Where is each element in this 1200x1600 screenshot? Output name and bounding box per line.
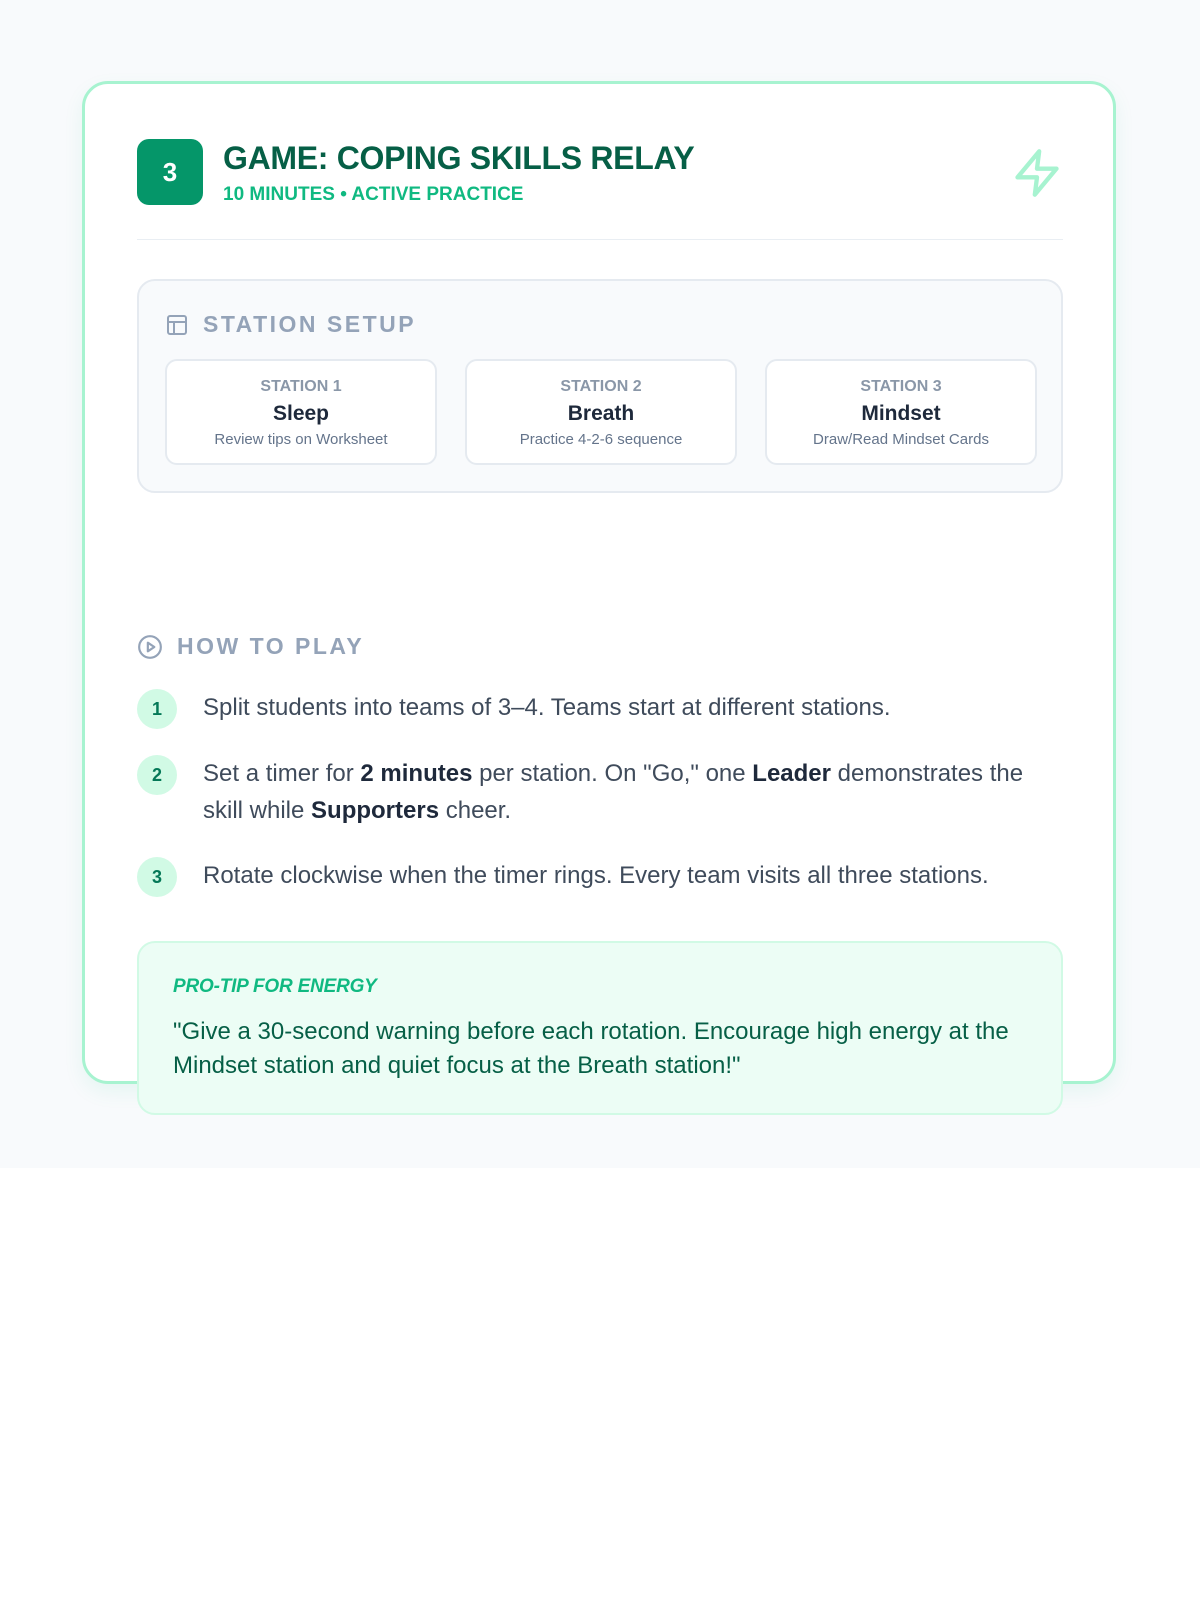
station-label: STATION 2 [560,378,642,395]
station-name: Breath [567,402,635,425]
card-header [137,139,1063,240]
station-card-1 [165,359,437,465]
step-text-part: demonstrates the skill while [203,760,1024,824]
station-description: Review tips on Worksheet [214,431,388,448]
step-text-part: cheer. [439,797,512,824]
activity-subtitle: 10 MINUTES • ACTIVE PRACTICE [223,184,524,205]
step-text [203,689,1063,726]
how-to-play-heading [137,633,364,660]
step-number: 1 [137,689,177,729]
step-number: 2 [137,755,177,795]
play-circle-icon [137,634,163,660]
station-name: Mindset [861,402,941,425]
activity-number-badge: 3 [137,139,203,205]
how-to-play-heading-text: HOW TO PLAY [177,633,365,659]
layout-icon [165,313,189,337]
station-setup-heading-text: STATION SETUP [203,311,417,337]
step-text-part: Rotate clockwise when the timer rings. Every team visits all three stations. [203,862,989,889]
step-text-part: Set a timer for [203,760,361,787]
station-list [165,359,1037,465]
station-label: STATION 3 [860,378,942,395]
station-setup-panel [137,279,1063,493]
pro-tip-label: PRO-TIP FOR ENERGY [173,976,377,997]
step-text-part: per station. On "Go," one [472,760,753,787]
pro-tip-box [137,941,1063,1115]
station-description: Practice 4-2-6 sequence [519,431,683,448]
station-label: STATION 1 [260,378,342,395]
pro-tip-text: "Give a 30-second warning before each rotation. Encourage high energy at the Mindset station and quiet focus at the Breath station!" [173,1018,1009,1079]
step-text-emphasis: Supporters [311,797,440,824]
station-card-2 [465,359,737,465]
station-name: Sleep [272,402,330,425]
station-setup-heading [165,311,416,338]
step-text-emphasis: 2 minutes [360,760,473,787]
activity-card [82,81,1116,1084]
step-text [203,857,1063,894]
lightning-bolt-icon [1011,147,1063,199]
step-text-part: Split students into teams of 3–4. Teams start at different stations. [203,694,891,721]
step-text-emphasis: Leader [752,760,831,787]
station-description: Draw/Read Mindset Cards [813,431,989,448]
station-card-3 [765,359,1037,465]
step-number: 3 [137,857,177,897]
activity-title: GAME: COPING SKILLS RELAY [223,140,695,176]
step-text [203,755,1063,829]
